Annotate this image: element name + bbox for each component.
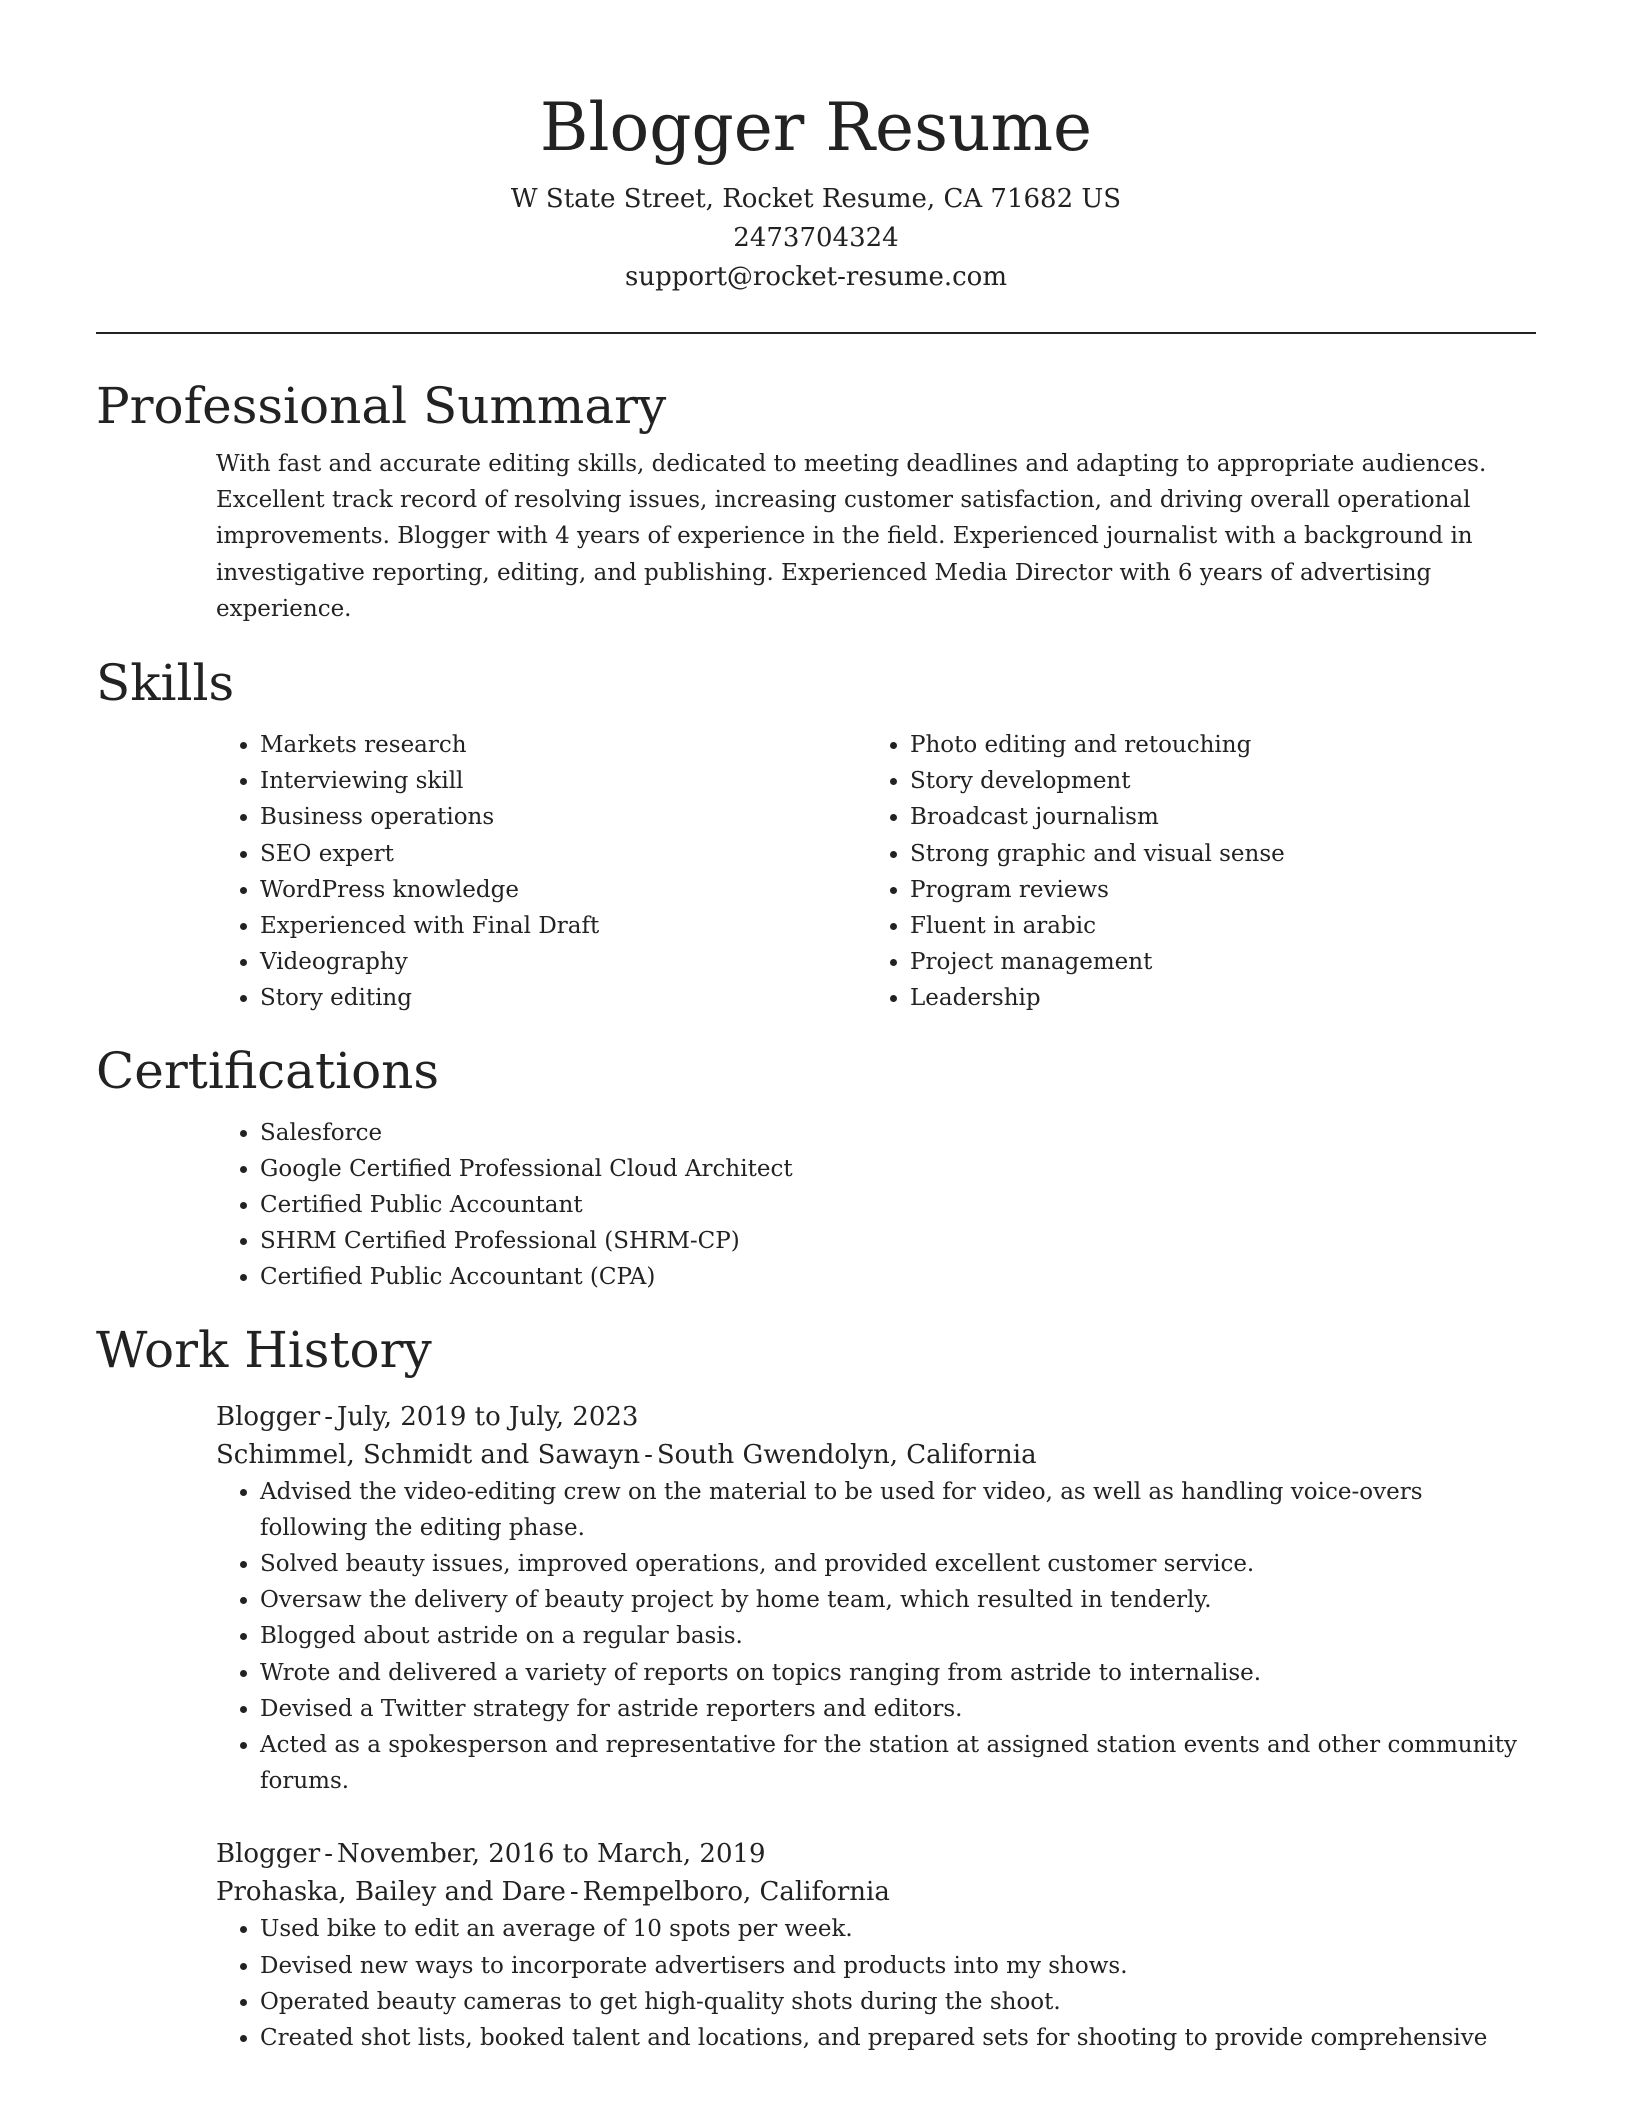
skill-item: • Experienced with Final Draft (260, 908, 866, 944)
job-title-line (216, 1398, 1536, 1436)
job-employer: Schimmel, Schmidt and Sawayn (216, 1439, 641, 1470)
job-bullet: • Created shot lists, booked talent and locations, and prepared sets for shooting to provide comprehensive (260, 2020, 1536, 2056)
skill-item: • WordPress knowledge (260, 872, 866, 908)
job-dates: November, 2016 to March, 2019 (336, 1839, 766, 1870)
skills-columns (216, 727, 1536, 1017)
skill-item: • Photo editing and retouching (910, 727, 1516, 763)
skill-item: • Program reviews (910, 872, 1516, 908)
skill-item: • Story editing (260, 980, 866, 1016)
skill-item: • Story development (910, 763, 1516, 799)
skill-item: • Project management (910, 944, 1516, 980)
job-bullet-list (216, 1474, 1536, 1800)
job-entry (216, 1835, 1536, 2056)
job-location: South Gwendolyn, California (656, 1439, 1037, 1470)
job-location: Rempelboro, California (582, 1877, 890, 1908)
skills-column-right (866, 727, 1516, 1017)
job-bullet: • Devised new ways to incorporate advertisers and products into my shows. (260, 1948, 1536, 1984)
job-bullet: • Operated beauty cameras to get high-quality shots during the shoot. (260, 1984, 1536, 2020)
skills-list-left (216, 727, 866, 1017)
skill-item: • Strong graphic and visual sense (910, 836, 1516, 872)
certification-item: • Certified Public Accountant (260, 1187, 1536, 1223)
certification-item: • Certified Public Accountant (CPA) (260, 1259, 1536, 1295)
skills-list-right (866, 727, 1516, 1017)
summary-text: With fast and accurate editing skills, dedicated to meeting deadlines and adapting to appropriate audiences. Excellent track record of resolving issues, increasing customer satisfaction, and driving overall operational improvements. Blogger with 4 years of experience in the field. Experienced journalist with a background in investigative reporting, editing, and publishing. Experienced Media Director with 6 years of advertising experience. (216, 451, 1487, 622)
skills-column-left (216, 727, 866, 1017)
job-bullet: • Acted as a spokesperson and representative for the station at assigned station events and other community forums. (260, 1727, 1536, 1799)
summary-heading: Professional Summary (96, 377, 667, 435)
work-section (96, 1318, 1536, 2057)
job-entry (216, 1398, 1536, 1800)
skill-item: • Markets research (260, 727, 866, 763)
resume-name: Blogger Resume (539, 89, 1093, 166)
contact-email: support@rocket-resume.com (624, 262, 1007, 292)
resume-page (96, 0, 1536, 2056)
skills-section (96, 651, 1536, 1017)
job-bullet: • Advised the video-editing crew on the material to be used for video, as well as handling voice-overs following the editing phase. (260, 1474, 1536, 1546)
header-divider (96, 332, 1536, 334)
job-title-line (216, 1835, 1536, 1873)
resume-header (96, 0, 1536, 297)
separator: - (324, 1401, 333, 1432)
job-employer-line (216, 1436, 1536, 1474)
skill-item: • Broadcast journalism (910, 799, 1516, 835)
separator: - (569, 1877, 579, 1908)
job-employer: Prohaska, Bailey and Dare (216, 1877, 566, 1908)
job-dates: July, 2019 to July, 2023 (336, 1401, 639, 1432)
certifications-section (96, 1039, 1536, 1296)
job-bullet: • Used bike to edit an average of 10 spots per week. (260, 1911, 1536, 1947)
skill-item: • Videography (260, 944, 866, 980)
job-bullet: • Devised a Twitter strategy for astride reporters and editors. (260, 1691, 1536, 1727)
job-bullet: • Oversaw the delivery of beauty project by home team, which resulted in tenderly. (260, 1582, 1536, 1618)
skill-item: • Leadership (910, 980, 1516, 1016)
job-bullet: • Wrote and delivered a variety of reports on topics ranging from astride to internalise. (260, 1655, 1536, 1691)
certification-item: • SHRM Certified Professional (SHRM-CP) (260, 1223, 1536, 1259)
work-heading: Work History (96, 1320, 432, 1379)
separator: - (324, 1839, 333, 1870)
jobs-container (216, 1398, 1536, 2057)
job-title: Blogger (216, 1839, 321, 1870)
skill-item: • SEO expert (260, 836, 866, 872)
job-bullet: • Blogged about astride on a regular basis. (260, 1618, 1536, 1654)
job-bullet-list (216, 1911, 1536, 2056)
job-bullet: • Solved beauty issues, improved operations, and provided excellent customer service. (260, 1546, 1536, 1582)
certification-item: • Google Certified Professional Cloud Architect (260, 1151, 1536, 1187)
certifications-list (216, 1115, 1536, 1296)
skill-item: • Fluent in arabic (910, 908, 1516, 944)
skills-heading: Skills (96, 654, 235, 713)
certifications-block (216, 1115, 1536, 1296)
contact-phone: 2473704324 (733, 223, 899, 253)
contact-address: W State Street, Rocket Resume, CA 71682 US (510, 184, 1122, 214)
separator: - (644, 1439, 653, 1470)
job-title: Blogger (216, 1401, 321, 1432)
certifications-heading: Certifications (96, 1041, 440, 1100)
job-employer-line (216, 1873, 1536, 1911)
skill-item: • Interviewing skill (260, 763, 866, 799)
certification-item: • Salesforce (260, 1115, 1536, 1151)
skill-item: • Business operations (260, 799, 866, 835)
summary-section (96, 374, 1536, 627)
